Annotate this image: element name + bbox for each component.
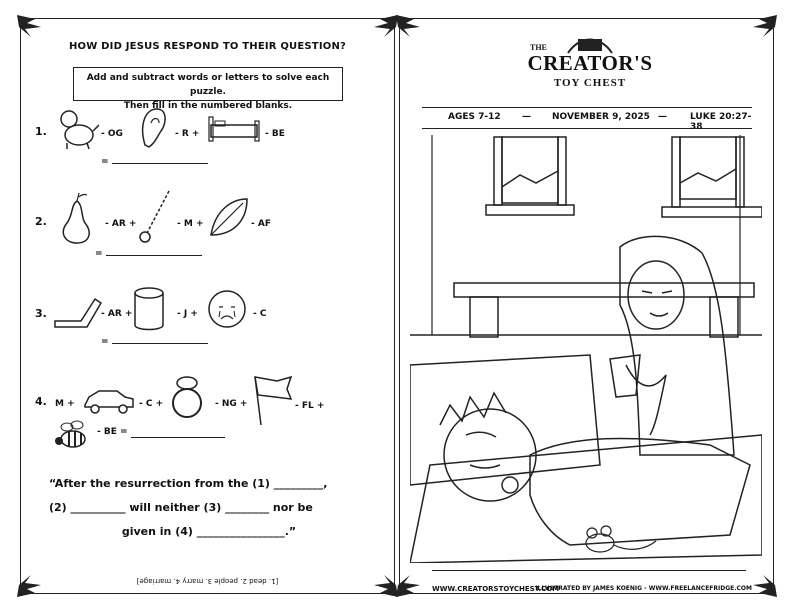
separator: — (522, 112, 531, 122)
instructions-box (73, 67, 343, 111)
coloring-page (399, 18, 774, 594)
flag-icon (251, 373, 295, 427)
lesson-date: NOVEMBER 9, 2025 (552, 112, 650, 122)
logo-subtitle: TOY CHEST (553, 77, 627, 89)
logo-the: THE (530, 43, 547, 52)
age-range: AGES 7-12 (448, 112, 501, 122)
operator: - OG (101, 129, 123, 139)
operator: M + (55, 399, 75, 409)
instructions-line: Add and subtract words or letters to solve each puzzle. (86, 73, 330, 97)
operator: - C + (139, 399, 164, 409)
bench (454, 283, 754, 337)
window-left (486, 137, 574, 215)
equals-sign: = (101, 157, 109, 167)
logo (520, 29, 660, 99)
operator: - R + (175, 129, 200, 139)
puzzle-number: 4. (35, 395, 47, 408)
scripture-reference: LUKE 20:27-38 (690, 112, 752, 132)
operator: - J + (177, 309, 198, 319)
footer-divider (432, 570, 746, 571)
bed-icon (207, 113, 261, 145)
arm-icon (51, 293, 103, 329)
answer-line (101, 337, 208, 347)
separator: — (658, 112, 667, 122)
operator: - BE (265, 129, 285, 139)
crying-face-icon (205, 285, 249, 333)
answer-line (101, 157, 208, 167)
puzzle-page (20, 18, 395, 594)
car-icon (81, 385, 137, 415)
operator: - BE = (97, 427, 128, 437)
puzzle-title: HOW DID JESUS RESPOND TO THEIR QUESTION? (68, 41, 347, 52)
puzzle-number: 3. (35, 307, 47, 320)
leaf-corner-icon (745, 13, 779, 41)
operator: - M + (177, 219, 204, 229)
instructions-line: Then fill in the numbered blanks. (123, 101, 293, 111)
logo-title: CREATOR'S (527, 51, 653, 75)
operator: - FL + (295, 401, 325, 411)
answer-blank[interactable] (112, 343, 208, 344)
quote-line: given in (4) ________________.” (121, 525, 297, 538)
bee-icon (51, 415, 91, 455)
equals-sign: = (95, 249, 103, 259)
leaf-corner-icon (394, 571, 428, 599)
operator: - C (253, 309, 267, 319)
operator: - AR + (105, 219, 137, 229)
leaf-corner-icon (15, 571, 49, 599)
window-right (662, 137, 762, 217)
answer-blank[interactable] (131, 427, 225, 438)
operator: - AR + (101, 309, 133, 319)
jar-icon (131, 285, 167, 333)
leaf-corner-icon (15, 13, 49, 41)
chain-icon (135, 189, 175, 245)
puzzle-number: 1. (35, 125, 47, 138)
leaf-corner-icon (394, 13, 428, 41)
mouse-figure (586, 526, 656, 552)
ring-icon (169, 375, 205, 419)
quote-line: (2) __________ will neither (3) ________ nor be (49, 501, 313, 514)
upside-down-answers: [1. dead 2. people 3. marry 4. marriage] (136, 577, 279, 585)
woman-figure (610, 236, 734, 455)
website-link[interactable]: WWW.CREATORSTOYCHEST.COM (432, 585, 560, 593)
jesus-healing-illustration (410, 135, 762, 563)
info-bar (422, 107, 752, 132)
answer-blank[interactable] (112, 163, 208, 164)
quote-line: “After the resurrection from the (1) _________, (49, 477, 328, 490)
answer-line (95, 249, 202, 259)
illustrator-credit: ILLUSTRATED BY JAMES KOENIG - WWW.FREELANCEFRIDGE.COM (535, 585, 752, 592)
puzzle-number: 2. (35, 215, 47, 228)
answer-blank[interactable] (106, 255, 202, 256)
pear-icon (55, 191, 95, 245)
operator: - AF (251, 219, 271, 229)
operator: - NG + (215, 399, 248, 409)
equals-sign: = (101, 337, 109, 347)
dog-icon (55, 105, 99, 151)
leaf-icon (207, 195, 251, 239)
ear-icon (137, 105, 169, 151)
